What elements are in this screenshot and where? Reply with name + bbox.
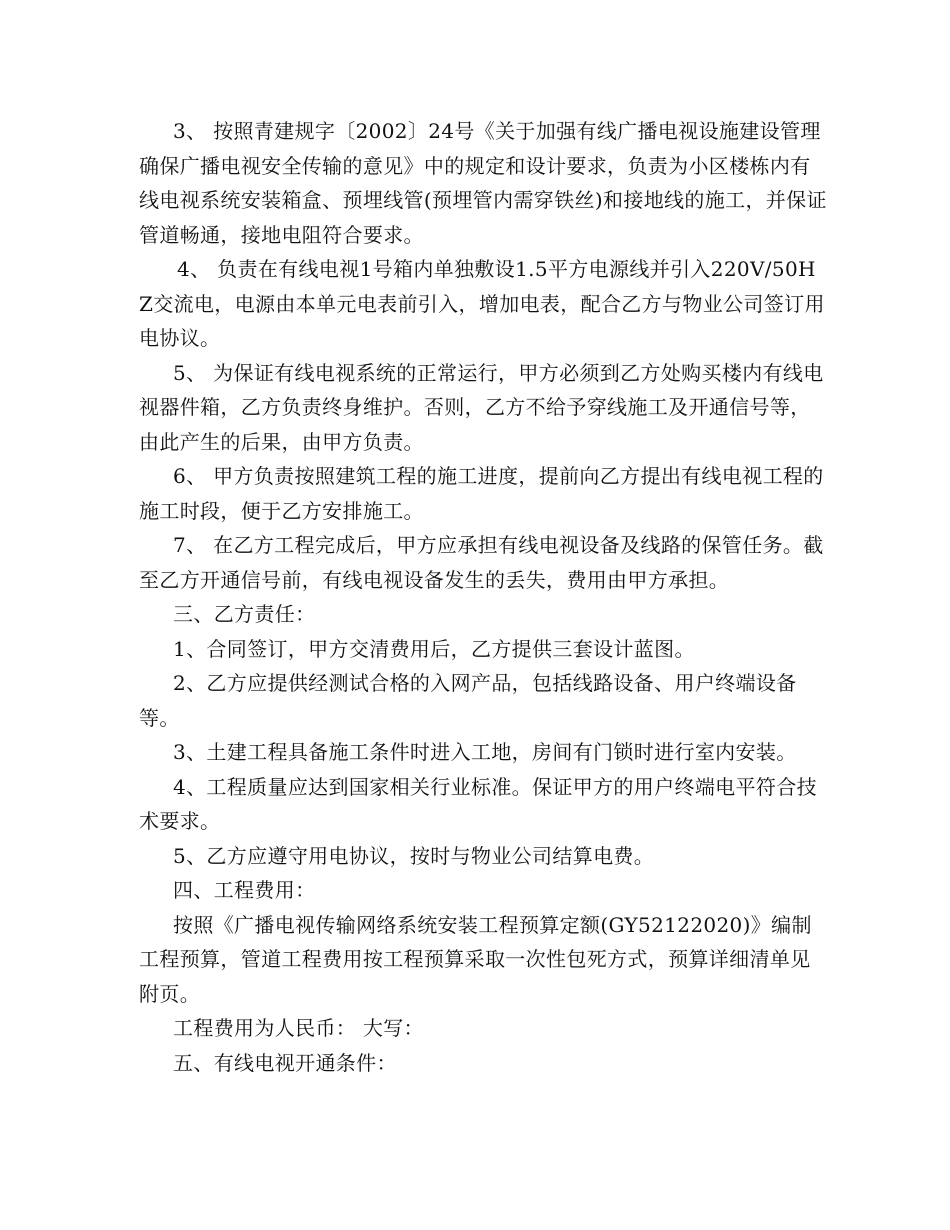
party-b-item-3: 3、土建工程具备施工条件时进入工地，房间有门锁时进行室内安装。 (173, 740, 797, 764)
cost-amount-line: 工程费用为人民币： 大写： (173, 1016, 424, 1040)
party-b-item-1: 1、合同签订，甲方交清费用后，乙方提供三套设计蓝图。 (173, 636, 695, 661)
party-b-item-5: 5、乙方应遵守用电协议，按时与物业公司结算电费。 (173, 843, 655, 868)
clause-4-paragraph: 4、 负责在有线电视1号箱内单独敷设1.5平方电源线并引入220V/50HZ交流电，电源由本单元电表前引入，增加电表，配合乙方与物业公司签订用电协议。 (139, 257, 825, 350)
clause-3-paragraph: 3、 按照青建规字〔2002〕24号《关于加强有线广播电视设施建设管理确保广播电视安全传输的意见》中的规定和设计要求，负责为小区楼栋内有线电视系统安装箱盒、预埋线管(预埋管内需穿铁丝)和接地线的施工，并保证管道畅通，接地电阻符合要求。 (139, 119, 827, 247)
clause-6-paragraph: 6、 甲方负责按照建筑工程的施工进度，提前向乙方提出有线电视工程的施工时段，便于乙方安排施工。 (139, 464, 824, 523)
section-5-heading: 五、有线电视开通条件： (173, 1050, 397, 1075)
clause-5-paragraph: 5、 为保证有线电视系统的正常运行，甲方必须到乙方处购买楼内有线电视器件箱，乙方负责终身维护。否则，乙方不给予穿线施工及开通信号等，由此产生的后果，由甲方负责。 (139, 360, 824, 454)
document-body (139, 114, 829, 1080)
clause-7-paragraph: 7、 在乙方工程完成后，甲方应承担有线电视设备及线路的保管任务。截至乙方开通信号前，有线电视设备发生的丢失，费用由甲方承担。 (139, 533, 824, 592)
party-b-item-4: 4、工程质量应达到国家相关行业标准。保证甲方的用户终端电平符合技术要求。 (139, 774, 817, 833)
section-3-heading: 三、乙方责任： (173, 602, 316, 626)
party-b-item-2: 2、乙方应提供经测试合格的入网产品，包括线路设备、用户终端设备等。 (139, 671, 797, 730)
cost-description-paragraph: 按照《广播电视传输网络系统安装工程预算定额(GY52122020)》编制工程预算，管道工程费用按工程预算采取一次性包死方式，预算详细清单见附页。 (139, 912, 812, 1006)
section-4-heading: 四、工程费用： (173, 878, 316, 902)
